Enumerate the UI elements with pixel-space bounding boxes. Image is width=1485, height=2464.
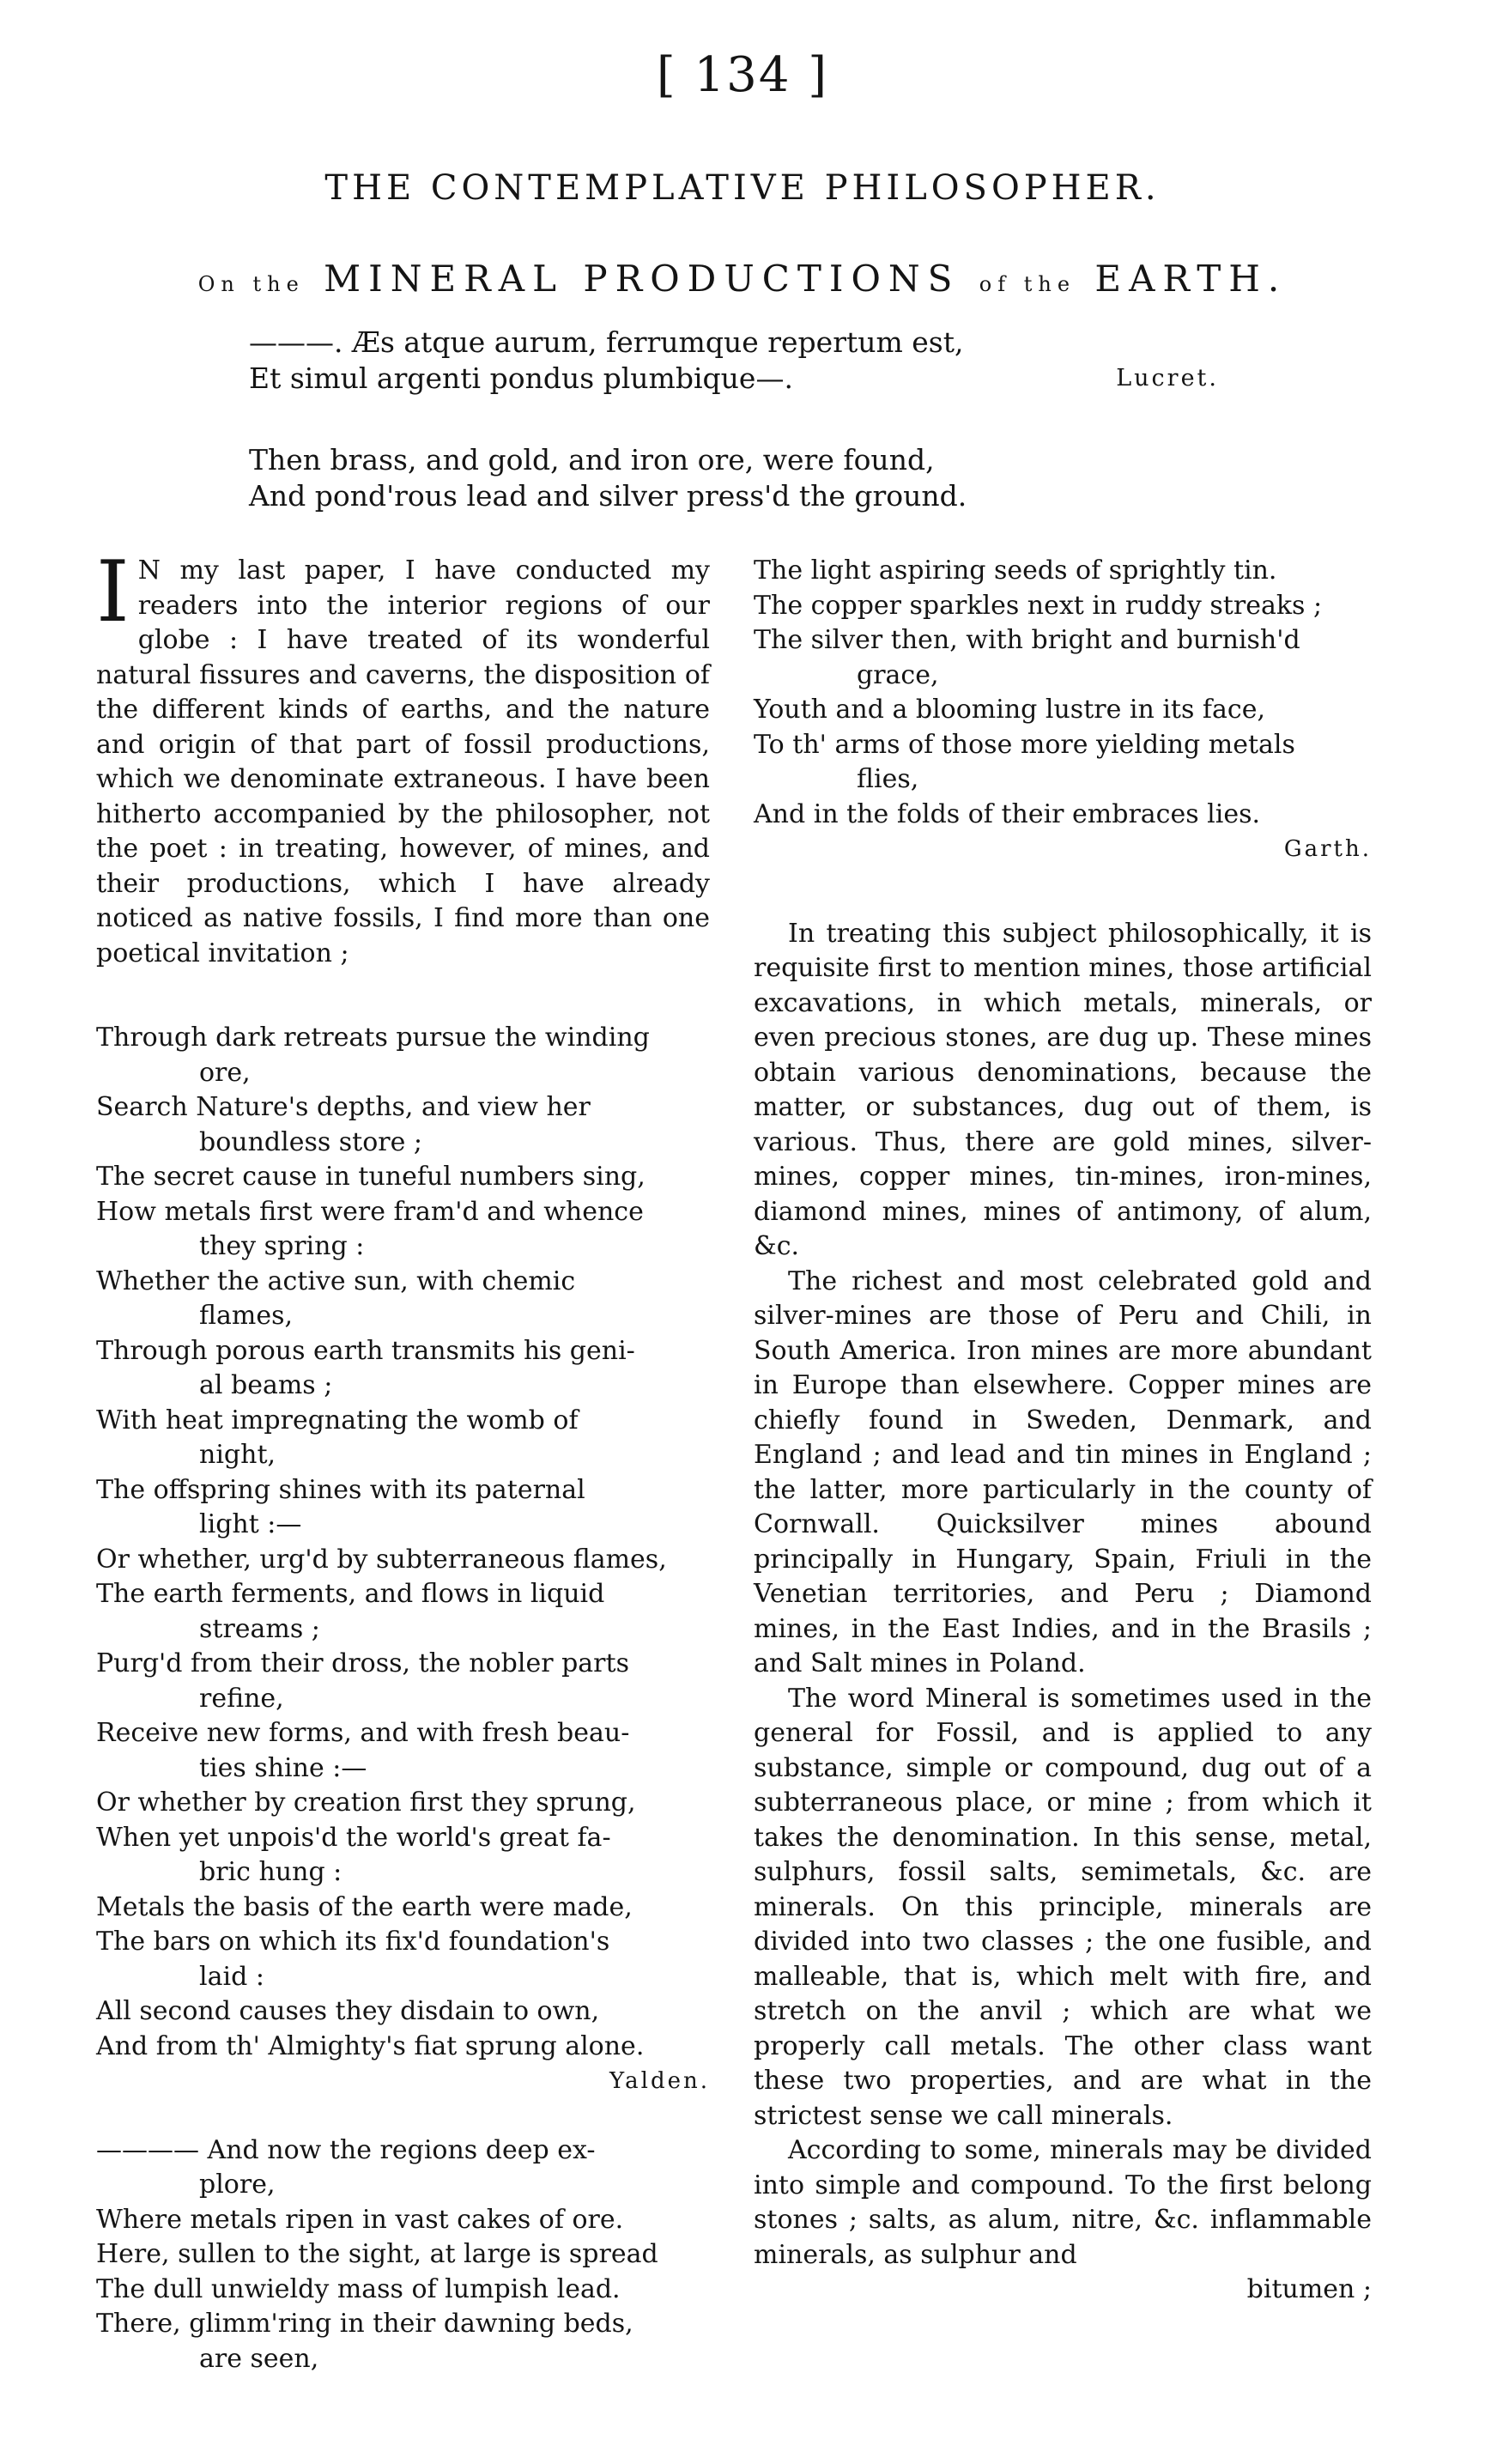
verse-line: With heat impregnating the womb of (96, 1405, 579, 1435)
verse-line: laid : (199, 1961, 264, 1992)
subtitle-on: On the (197, 272, 305, 296)
verse-line: Here, sullen to the sight, at large is spread (96, 2239, 658, 2269)
verse-line: And from th' Almighty's fiat sprung alone. (96, 2030, 645, 2061)
verse-line: bric hung : (199, 1857, 342, 1887)
verse-quotation (754, 554, 1372, 832)
verse-line: streams ; (199, 1613, 320, 1644)
body-paragraph: According to some, minerals may be divided into simple and compound. To the first belong stones ; salts, as alum, nitre, &c. inflammable minerals, as sulphur and (754, 2135, 1372, 2270)
verse-line: Search Nature's depths, and view her (96, 1092, 591, 1122)
body-paragraph: In treating this subject philosophically, it is requisite first to mention mines, those artificial excavations, in which metals, minerals, or even precious stones, are dug up. These mines obtain various denominations, because the matter, or substances, dug out of them, is various. Thus, there are gold mines, silver-mines, copper mines, tin-mines, iron-mines, diamond mines, mines of antimony, of alum, &c. (754, 918, 1372, 1261)
verse-line: All second causes they disdain to own, (96, 1996, 600, 2026)
right-column (754, 554, 1372, 2308)
motto-source: Lucret. (1116, 365, 1219, 391)
verse-line: The earth ferments, and flows in liquid (96, 1579, 605, 1609)
verse-line: plore, (199, 2170, 276, 2200)
article-subtitle (112, 258, 1373, 300)
verse-line: ———— And now the regions deep ex- (96, 2134, 596, 2165)
verse-line: The dull unwieldy mass of lumpish lead. (96, 2273, 621, 2304)
drop-cap: I (96, 543, 130, 641)
verse-line: grace, (857, 659, 939, 690)
verse-line: ore, (199, 1057, 251, 1088)
subtitle-of: of the (979, 272, 1076, 296)
section-title: THE CONTEMPLATIVE PHILOSOPHER. (324, 168, 1161, 208)
verse-line: flames, (199, 1301, 294, 1331)
motto-translation (249, 442, 1107, 514)
verse-line: flies, (857, 764, 919, 794)
verse-line: Metals the basis of the earth were made, (96, 1891, 633, 1922)
subtitle-main: MINERAL PRODUCTIONS (324, 258, 961, 300)
verse-line: The copper sparkles next in ruddy streaks ; (754, 590, 1323, 621)
translation-line: Then brass, and gold, and iron ore, were found, (249, 443, 935, 476)
verse-line: There, glimm'ring in their dawning beds, (96, 2309, 633, 2339)
page-number: [ 134 ] (656, 47, 829, 103)
body-paragraph: The richest and most celebrated gold and silver-mines are those of Peru and Chili, in South America. Iron mines are more abundant in Europe than elsewhere. Copper mines are chiefly found in Sweden, Denmark, and England ; and lead and tin mines in England ; the latter, more particularly in the county of Cornwall. Quicksilver mines abound principally in Hungary, Spain, Friuli in the Venetian territories, and Peru ; Diamond mines, in the East Indies, and in the Brasils ; and Salt mines in Poland. (754, 1265, 1372, 1678)
verse-line: ties shine :— (199, 1752, 367, 1783)
verse-line: The silver then, with bright and burnish'd (754, 625, 1300, 655)
verse-quotation (96, 2133, 710, 2377)
verse-line: boundless store ; (199, 1126, 423, 1157)
left-column (96, 543, 710, 2376)
verse-line: Receive new forms, and with fresh beau- (96, 1718, 630, 1748)
verse-attribution: Yalden. (609, 2068, 710, 2094)
intro-text: N my last paper, I have conducted my readers into the interior regions of our globe : I have treated of its wonderful natural fissures and caverns, the disposition of the different kinds of earths, and the nature and origin of that part of fossil productions, which we denominate extraneous. I have been hitherto accompanied by the philosopher, not the poet : in treating, however, of mines, and their productions, which I have already noticed as native fossils, I find more than one poetical invitation ; (96, 555, 710, 968)
verse-quotation (96, 1021, 710, 2064)
verse-line: Through porous earth transmits his geni- (96, 1335, 635, 1366)
verse-line: The secret cause in tuneful numbers sing, (96, 1162, 646, 1192)
verse-line: Or whether, urg'd by subterraneous flames, (96, 1544, 667, 1575)
verse-line: al beams ; (199, 1370, 333, 1400)
verse-line: The offspring shines with its paternal (96, 1474, 585, 1505)
verse-line: Where metals ripen in vast cakes of ore. (96, 2204, 624, 2235)
latin-motto (249, 325, 1219, 397)
verse-line: Youth and a blooming lustre in its face, (754, 695, 1266, 725)
verse-line: Or whether by creation first they sprung, (96, 1787, 636, 1818)
verse-line: light :— (199, 1509, 302, 1539)
verse-line: And in the folds of their embraces lies. (754, 798, 1261, 829)
verse-line: night, (199, 1440, 276, 1470)
motto-line: Et simul argenti pondus plumbique—. (249, 361, 793, 395)
verse-line: Through dark retreats pursue the winding (96, 1023, 650, 1053)
verse-line: To th' arms of those more yielding metals (754, 729, 1295, 760)
verse-attribution: Garth. (1283, 836, 1372, 862)
subtitle-end: EARTH. (1094, 258, 1288, 300)
verse-line: Whether the active sun, with chemic (96, 1265, 576, 1296)
catchword: bitumen ; (1246, 2274, 1372, 2304)
verse-line: refine, (199, 1683, 284, 1714)
body-paragraph: The word Mineral is sometimes used in the general for Fossil, and is applied to any substance, simple or compound, dug out of a subterraneous place, or mine ; from which it takes the denomination. In this sense, metal, sulphurs, fossil salts, semimetals, &c. are minerals. On this principle, minerals are divided into two classes ; the one fusible, and malleable, that is, which melt with fire, and stretch on the anvil ; which are what we properly call metals. The other class want these two properties, and are what in the strictest sense we call minerals. (754, 1683, 1372, 2131)
translation-line: And pond'rous lead and silver press'd the ground. (249, 479, 967, 513)
verse-line: The bars on which its fix'd foundation's (96, 1927, 610, 1957)
verse-line: How metals first were fram'd and whence (96, 1196, 644, 1227)
verse-line: Purg'd from their dross, the nobler parts (96, 1648, 629, 1678)
motto-line: ———. Æs atque aurum, ferrumque repertum est, (249, 325, 964, 359)
verse-line: are seen, (199, 2343, 319, 2374)
verse-line: they spring : (199, 1231, 365, 1261)
verse-line: The light aspiring seeds of sprightly tin. (754, 555, 1277, 586)
verse-line: When yet unpois'd the world's great fa- (96, 1822, 611, 1853)
intro-paragraph (96, 543, 710, 971)
